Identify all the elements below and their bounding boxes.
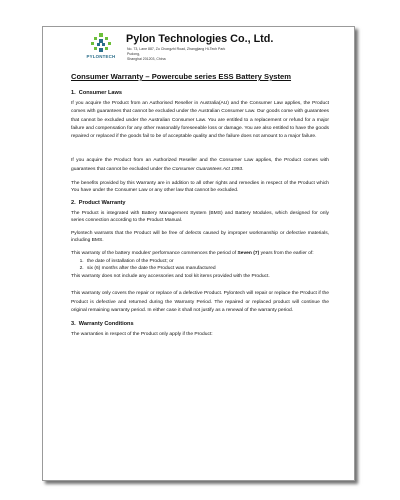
pylontech-logo-icon bbox=[91, 33, 111, 53]
letterhead bbox=[71, 27, 329, 79]
section-heading-warranty-conditions: 3. Warranty Conditions bbox=[71, 321, 134, 328]
address-line-2: Shanghai 201203, China bbox=[127, 57, 166, 61]
consumer-laws-paragraph-2 bbox=[71, 157, 329, 174]
text-span: . bbox=[242, 166, 244, 172]
product-warranty-paragraph-1: The Product is integrated with Battery Management System (BMS) and Battery Modules, which designed for only series connection according to the Product Manual. bbox=[71, 211, 329, 224]
list-item: 2. six (6) months after the date the Product was manufactured bbox=[85, 265, 329, 272]
text-span: This warranty of the battery modules' performance commences the period of bbox=[71, 251, 238, 257]
text-span: If you acquire the Product from an Authorized Reseller and the Consumer Law applies, the Product comes with guarantees that cannot be excluded under the bbox=[71, 158, 329, 172]
warranty-start-list bbox=[71, 258, 329, 272]
act-name: Consumer Guarantees Act 1993 bbox=[172, 166, 243, 172]
product-warranty-paragraph-2: Pylontech warrants that the Product will be free of defects caused by improper workmanship or defective materials, including BMS. bbox=[71, 231, 329, 244]
company-logo bbox=[85, 33, 117, 59]
address-line-1: No. 73, Lane 887, Zu Chongzhi Road, Zhangjiang Hi-Tech Park Pudong, bbox=[127, 47, 226, 56]
section-heading-product-warranty: 2. Product Warranty bbox=[71, 200, 126, 207]
consumer-laws-paragraph-3: The benefits provided by this Warranty are in addition to all other rights and remedies in respect of the Product which You have under the Consumer Law or any other law that cannot be excluded. bbox=[71, 181, 329, 194]
consumer-laws-paragraph-1: If you acquire the Product from an Authorised Reseller in Australia(AU) and the Consumer Law applies, the Product comes with guarantees that cannot be excluded under the Australian Consumer Law. Our goods come with guarantees that cannot be excluded under the Australian Consumer Law. You are entitled to a replacement or refund for a major failure and compensation for any other reasonably foreseeable loss or damage. You are also entitled to have the goods repaired or replaced if the goods fail to be of acceptable quality and the failure does not amount to a major failure. bbox=[71, 101, 329, 140]
document-page bbox=[42, 26, 355, 481]
document-title: Consumer Warranty – Powercube series ESS Battery System bbox=[71, 72, 292, 81]
company-name: Pylon Technologies Co., Ltd. bbox=[126, 33, 274, 45]
company-address bbox=[127, 47, 237, 62]
page-content bbox=[71, 27, 329, 338]
section-heading-consumer-laws: 1. Consumer Laws bbox=[71, 90, 122, 96]
product-warranty-paragraph-3 bbox=[71, 250, 329, 257]
text-span: years from the earlier of: bbox=[259, 251, 314, 257]
warranty-conditions-paragraph-1: The warranties in respect of the Product only apply if the Product: bbox=[71, 332, 213, 338]
logo-text: PYLONTECH bbox=[86, 54, 116, 59]
list-item: 1. the date of installation of the Product; or bbox=[85, 258, 329, 265]
document-body bbox=[71, 90, 329, 340]
product-warranty-paragraph-5: This warranty only covers the repair or replace of a defective Product. Pylontech will repair or replace the Product if the Product is defective and returned during the Warranty Period. The repaired or replaced product will continue the original remaining warranty period. In either case it shall not justify as a renewal of the warranty period. bbox=[71, 291, 329, 314]
warranty-duration: Seven (7) bbox=[237, 251, 260, 257]
product-warranty-paragraph-4: This warranty does not include any accessories and tool kit items provided with the Product. bbox=[71, 274, 270, 280]
